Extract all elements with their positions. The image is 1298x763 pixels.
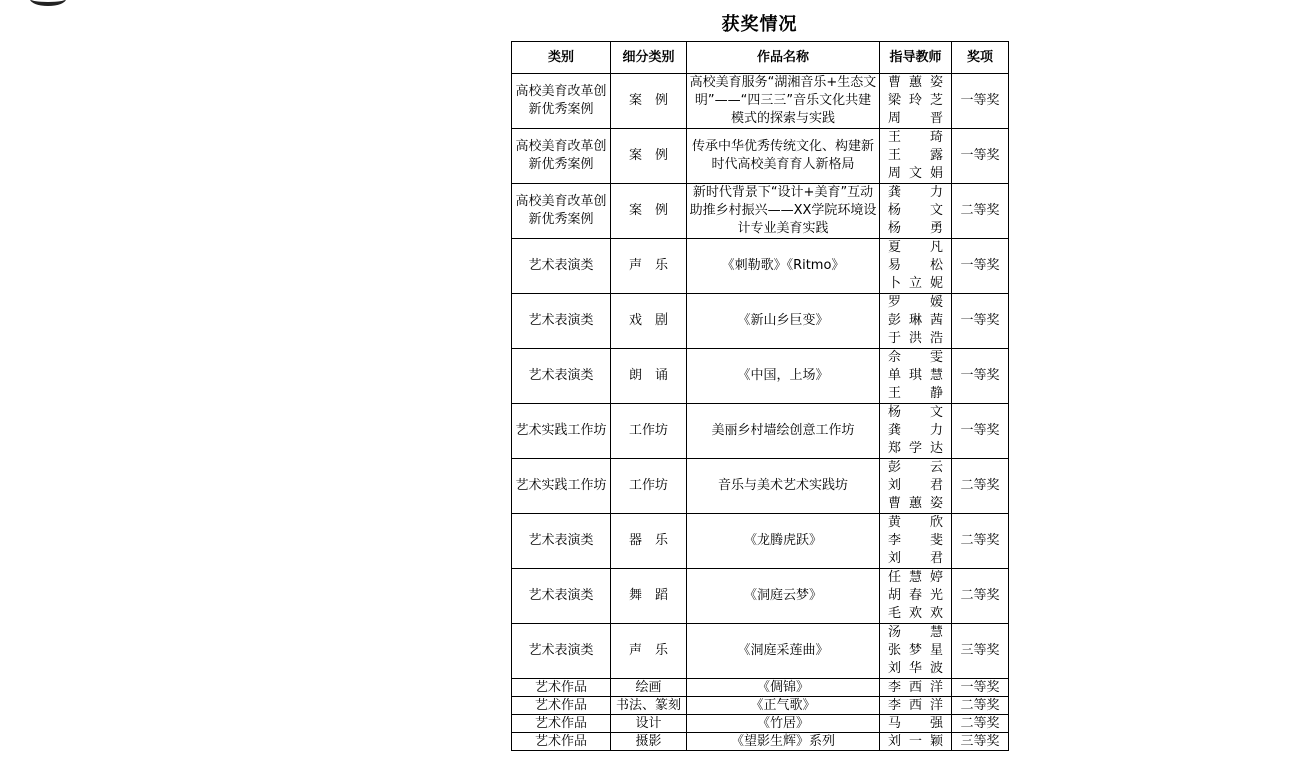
teacher-name: 曹蕙姿 xyxy=(888,496,943,511)
work-title-cell: 美丽乡村墙绘创意工作坊 xyxy=(687,404,880,459)
teachers-cell xyxy=(880,129,952,184)
table-row xyxy=(512,74,1009,129)
teacher-name: 佘 雯 xyxy=(888,350,943,365)
work-title-cell: 音乐与美术艺术实践坊 xyxy=(687,459,880,514)
table-row xyxy=(512,404,1009,459)
document-title: 获奖情况 xyxy=(721,14,798,35)
teacher-name: 李 斐 xyxy=(888,533,943,548)
table-row xyxy=(512,349,1009,404)
column-header-subcategory: 细分类别 xyxy=(611,42,687,74)
award-cell: 一等奖 xyxy=(952,349,1009,404)
work-title-cell: 《刺勒歌》《Ritmo》 xyxy=(687,239,880,294)
category-cell: 艺术表演类 xyxy=(512,349,611,404)
teacher-name: 刘 君 xyxy=(888,551,943,566)
award-cell: 二等奖 xyxy=(952,697,1009,715)
teachers-cell xyxy=(880,715,952,733)
teachers-cell xyxy=(880,514,952,569)
category-cell: 艺术实践工作坊 xyxy=(512,459,611,514)
work-title-cell: 新时代背景下“设计+美育”互动助推乡村振兴——XX学院环境设计专业美育实践 xyxy=(687,184,880,239)
teacher-name: 张梦星 xyxy=(888,643,943,658)
teacher-name: 胡春光 xyxy=(888,588,943,603)
award-cell: 二等奖 xyxy=(952,184,1009,239)
teachers-cell xyxy=(880,679,952,697)
table-row xyxy=(512,697,1009,715)
teachers-cell xyxy=(880,459,952,514)
teacher-name: 刘华波 xyxy=(888,661,943,676)
teacher-name: 卜立妮 xyxy=(888,276,943,291)
subcategory-cell: 工作坊 xyxy=(611,459,687,514)
teacher-name: 李西洋 xyxy=(888,697,943,713)
subcategory-cell: 朗 诵 xyxy=(611,349,687,404)
table-row xyxy=(512,239,1009,294)
subcategory-cell: 案 例 xyxy=(611,184,687,239)
work-title-cell: 《正气歌》 xyxy=(687,697,880,715)
subcategory-cell: 戏 剧 xyxy=(611,294,687,349)
column-header-award: 奖项 xyxy=(952,42,1009,74)
subcategory-cell: 书法、篆刻 xyxy=(611,697,687,715)
award-cell: 一等奖 xyxy=(952,74,1009,129)
teacher-name: 易 松 xyxy=(888,258,943,273)
teacher-name: 刘 君 xyxy=(888,478,943,493)
subcategory-cell: 绘画 xyxy=(611,679,687,697)
award-cell: 一等奖 xyxy=(952,404,1009,459)
award-cell: 一等奖 xyxy=(952,679,1009,697)
category-cell: 艺术作品 xyxy=(512,697,611,715)
teacher-name: 黄 欣 xyxy=(888,515,943,530)
category-cell: 艺术表演类 xyxy=(512,514,611,569)
teacher-name: 周文娟 xyxy=(888,166,943,181)
teachers-cell xyxy=(880,239,952,294)
category-cell: 高校美育改革创新优秀案例 xyxy=(512,129,611,184)
teachers-cell xyxy=(880,294,952,349)
category-cell: 艺术作品 xyxy=(512,679,611,697)
teacher-name: 刘一颖 xyxy=(888,733,943,749)
work-title-cell: 《龙腾虎跃》 xyxy=(687,514,880,569)
work-title-cell: 《中国，上场》 xyxy=(687,349,880,404)
award-cell: 二等奖 xyxy=(952,459,1009,514)
category-cell: 艺术表演类 xyxy=(512,569,611,624)
teacher-name: 杨 文 xyxy=(888,203,943,218)
subcategory-cell: 舞 蹈 xyxy=(611,569,687,624)
teacher-name: 杨 勇 xyxy=(888,221,943,236)
column-header-work: 作品名称 xyxy=(687,42,880,74)
teacher-name: 周 晋 xyxy=(888,111,943,126)
table-body xyxy=(512,74,1009,751)
corner-decoration xyxy=(30,0,66,6)
teachers-cell xyxy=(880,733,952,751)
subcategory-cell: 案 例 xyxy=(611,74,687,129)
teacher-name: 龚 力 xyxy=(888,185,943,200)
teacher-name: 罗 媛 xyxy=(888,295,943,310)
award-cell: 二等奖 xyxy=(952,569,1009,624)
table-row xyxy=(512,569,1009,624)
subcategory-cell: 设计 xyxy=(611,715,687,733)
teacher-name: 龚 力 xyxy=(888,423,943,438)
teacher-name: 王 琦 xyxy=(888,130,943,145)
table-header-row xyxy=(512,42,1009,74)
work-title-cell: 《倜锦》 xyxy=(687,679,880,697)
teacher-name: 彭琳茜 xyxy=(888,313,943,328)
award-cell: 三等奖 xyxy=(952,733,1009,751)
award-cell: 二等奖 xyxy=(952,514,1009,569)
table-row xyxy=(512,129,1009,184)
category-cell: 艺术作品 xyxy=(512,715,611,733)
column-header-category: 类别 xyxy=(512,42,611,74)
teacher-name: 彭 云 xyxy=(888,460,943,475)
award-cell: 一等奖 xyxy=(952,129,1009,184)
table-row xyxy=(512,514,1009,569)
category-cell: 高校美育改革创新优秀案例 xyxy=(512,74,611,129)
category-cell: 艺术表演类 xyxy=(512,624,611,679)
subcategory-cell: 声 乐 xyxy=(611,624,687,679)
teacher-name: 于洪浩 xyxy=(888,331,943,346)
teacher-name: 汤 慧 xyxy=(888,625,943,640)
subcategory-cell: 器 乐 xyxy=(611,514,687,569)
subcategory-cell: 工作坊 xyxy=(611,404,687,459)
subcategory-cell: 案 例 xyxy=(611,129,687,184)
category-cell: 艺术实践工作坊 xyxy=(512,404,611,459)
teachers-cell xyxy=(880,184,952,239)
award-cell: 三等奖 xyxy=(952,624,1009,679)
work-title-cell: 《新山乡巨变》 xyxy=(687,294,880,349)
category-cell: 艺术表演类 xyxy=(512,239,611,294)
work-title-cell: 《洞庭采莲曲》 xyxy=(687,624,880,679)
table-row xyxy=(512,733,1009,751)
table-row xyxy=(512,679,1009,697)
teacher-name: 王 露 xyxy=(888,148,943,163)
category-cell: 艺术表演类 xyxy=(512,294,611,349)
teacher-name: 单琪慧 xyxy=(888,368,943,383)
teacher-name: 李西洋 xyxy=(888,679,943,695)
table-row xyxy=(512,624,1009,679)
teachers-cell xyxy=(880,697,952,715)
teachers-cell xyxy=(880,569,952,624)
teacher-name: 梁玲芝 xyxy=(888,93,943,108)
subcategory-cell: 摄影 xyxy=(611,733,687,751)
teacher-name: 马 强 xyxy=(888,715,943,731)
category-cell: 艺术作品 xyxy=(512,733,611,751)
teacher-name: 毛欢欢 xyxy=(888,606,943,621)
table-row xyxy=(512,294,1009,349)
teachers-cell xyxy=(880,404,952,459)
work-title-cell: 高校美育服务“湖湘音乐+生态文明”——“四三三”音乐文化共建模式的探索与实践 xyxy=(687,74,880,129)
award-cell: 一等奖 xyxy=(952,239,1009,294)
teacher-name: 杨 文 xyxy=(888,405,943,420)
table-row xyxy=(512,184,1009,239)
teachers-cell xyxy=(880,74,952,129)
awards-table xyxy=(511,41,1009,751)
teacher-name: 王 静 xyxy=(888,386,943,401)
subcategory-cell: 声 乐 xyxy=(611,239,687,294)
table-row xyxy=(512,459,1009,514)
column-header-teachers: 指导教师 xyxy=(880,42,952,74)
teacher-name: 郑学达 xyxy=(888,441,943,456)
award-cell: 一等奖 xyxy=(952,294,1009,349)
work-title-cell: 传承中华优秀传统文化、构建新时代高校美育育人新格局 xyxy=(687,129,880,184)
work-title-cell: 《洞庭云梦》 xyxy=(687,569,880,624)
teacher-name: 曹蕙姿 xyxy=(888,75,943,90)
category-cell: 高校美育改革创新优秀案例 xyxy=(512,184,611,239)
work-title-cell: 《望影生辉》系列 xyxy=(687,733,880,751)
table-row xyxy=(512,715,1009,733)
teachers-cell xyxy=(880,349,952,404)
teacher-name: 任慧婷 xyxy=(888,570,943,585)
award-cell: 二等奖 xyxy=(952,715,1009,733)
teacher-name: 夏 凡 xyxy=(888,240,943,255)
work-title-cell: 《竹居》 xyxy=(687,715,880,733)
teachers-cell xyxy=(880,624,952,679)
